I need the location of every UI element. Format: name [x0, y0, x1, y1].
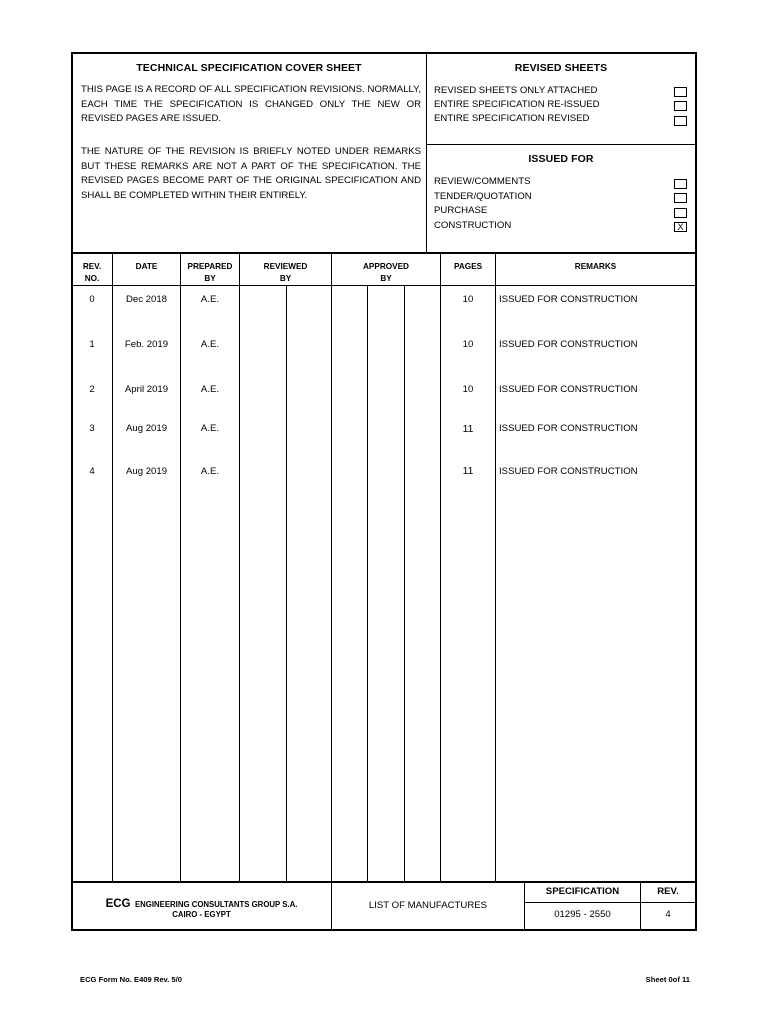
cell-date: Feb. 2019	[124, 339, 169, 350]
option-label: CONSTRUCTION	[434, 220, 512, 231]
cover-sheet-paragraph-2: THE NATURE OF THE REVISION IS BRIEFLY NOTED UNDER REMARKS BUT THESE REMARKS ARE NOT A PART OF THE SPECIFICATION. THE REVISED PAGES BECOME PART OF THE ORIGINAL SPECIFICATION AND SHALL BE COMPLETED WITHIN THEIR ENTIRELY.	[81, 146, 421, 201]
cell-rev: 1	[89, 339, 95, 350]
cell-date: Aug 2019	[125, 466, 168, 477]
option-entire-revised	[434, 112, 589, 127]
checkbox-construction[interactable]: X	[674, 222, 687, 232]
col-header-rev	[72, 261, 112, 285]
specification-label: SPECIFICATION	[545, 886, 620, 897]
company-location: CAIRO - EGYPT	[172, 910, 231, 919]
issued-for-title: ISSUED FOR	[528, 153, 594, 165]
col-header-prepared-line2: BY	[204, 274, 216, 283]
rev-label: REV.	[657, 886, 679, 897]
cell-rev: 3	[89, 423, 95, 434]
cover-sheet-paragraph-1: THIS PAGE IS A RECORD OF ALL SPECIFICATION REVISIONS. NORMALLY, EACH TIME THE SPECIFICATION IS CHANGED ONLY THE NEW OR REVISED PAGES ARE ISSUED.	[81, 84, 421, 125]
col-header-date: DATE	[135, 262, 158, 271]
cell-pages: 10	[462, 339, 474, 350]
col-header-approved-line1: APPROVED	[363, 262, 409, 271]
checkbox-entire-reissued[interactable]	[674, 101, 687, 111]
revised-sheets-title: REVISED SHEETS	[514, 62, 608, 74]
option-revised-sheets-only	[434, 84, 598, 99]
specification-number: 01295 - 2550	[554, 909, 611, 920]
form-number: ECG Form No. E409 Rev. 5/0	[80, 975, 182, 984]
cell-remarks: ISSUED FOR CONSTRUCTION	[499, 339, 638, 350]
checkbox-entire-revised[interactable]	[674, 116, 687, 126]
cell-rev: 0	[89, 294, 95, 305]
cell-remarks: ISSUED FOR CONSTRUCTION	[499, 423, 638, 434]
col-header-reviewed	[240, 261, 331, 285]
col-header-approved	[332, 261, 440, 285]
company-abbr: ECG	[105, 898, 131, 910]
option-construction	[434, 219, 511, 234]
option-label: ENTIRE SPECIFICATION RE-ISSUED	[434, 99, 600, 110]
option-review-comments	[434, 175, 530, 190]
cell-pages: 11	[462, 424, 474, 435]
option-label: ENTIRE SPECIFICATION REVISED	[434, 113, 590, 124]
cell-prepared: A.E.	[200, 466, 220, 477]
col-header-prepared	[181, 261, 239, 285]
option-label: REVIEW/COMMENTS	[434, 176, 531, 187]
checkbox-revised-sheets-only[interactable]	[674, 87, 687, 97]
cell-date: Aug 2019	[125, 423, 168, 434]
checkbox-review-comments[interactable]	[674, 179, 687, 189]
option-entire-reissued	[434, 98, 600, 113]
col-header-remarks: REMARKS	[574, 262, 617, 271]
option-label: REVISED SHEETS ONLY ATTACHED	[434, 85, 598, 96]
cell-prepared: A.E.	[200, 423, 220, 434]
cell-remarks: ISSUED FOR CONSTRUCTION	[499, 294, 638, 305]
col-header-pages: PAGES	[453, 262, 483, 271]
cell-rev: 4	[89, 466, 95, 477]
option-tender-quotation	[434, 190, 532, 205]
sheet-number: Sheet 0of 11	[645, 975, 690, 984]
checkbox-tender-quotation[interactable]	[674, 193, 687, 203]
cell-remarks: ISSUED FOR CONSTRUCTION	[499, 384, 638, 395]
rev-number: 4	[665, 909, 671, 920]
cell-date: Dec 2018	[125, 294, 168, 305]
col-header-approved-line2: BY	[380, 274, 392, 283]
cell-pages: 10	[462, 384, 474, 395]
cell-pages: 10	[462, 294, 474, 305]
col-header-rev-line1: REV.	[82, 262, 102, 271]
company-name: ENGINEERING CONSULTANTS GROUP S.A.	[134, 900, 298, 909]
document-title: LIST OF MANUFACTURES	[368, 900, 488, 911]
cell-pages: 11	[462, 466, 474, 477]
cover-sheet-title: TECHNICAL SPECIFICATION COVER SHEET	[136, 62, 362, 74]
cell-remarks: ISSUED FOR CONSTRUCTION	[499, 466, 638, 477]
cell-prepared: A.E.	[200, 339, 220, 350]
cell-rev: 2	[89, 384, 95, 395]
checkbox-purchase[interactable]	[674, 208, 687, 218]
col-header-reviewed-line1: REVIEWED	[263, 262, 308, 271]
option-label: TENDER/QUOTATION	[434, 191, 532, 202]
cell-prepared: A.E.	[200, 294, 220, 305]
cell-date: April 2019	[124, 384, 169, 395]
col-header-prepared-line1: PREPARED	[187, 262, 233, 271]
option-label: PURCHASE	[434, 205, 488, 216]
option-purchase	[434, 204, 487, 219]
col-header-rev-line2: NO.	[84, 274, 100, 283]
col-header-reviewed-line2: BY	[279, 274, 292, 283]
cell-prepared: A.E.	[200, 384, 220, 395]
